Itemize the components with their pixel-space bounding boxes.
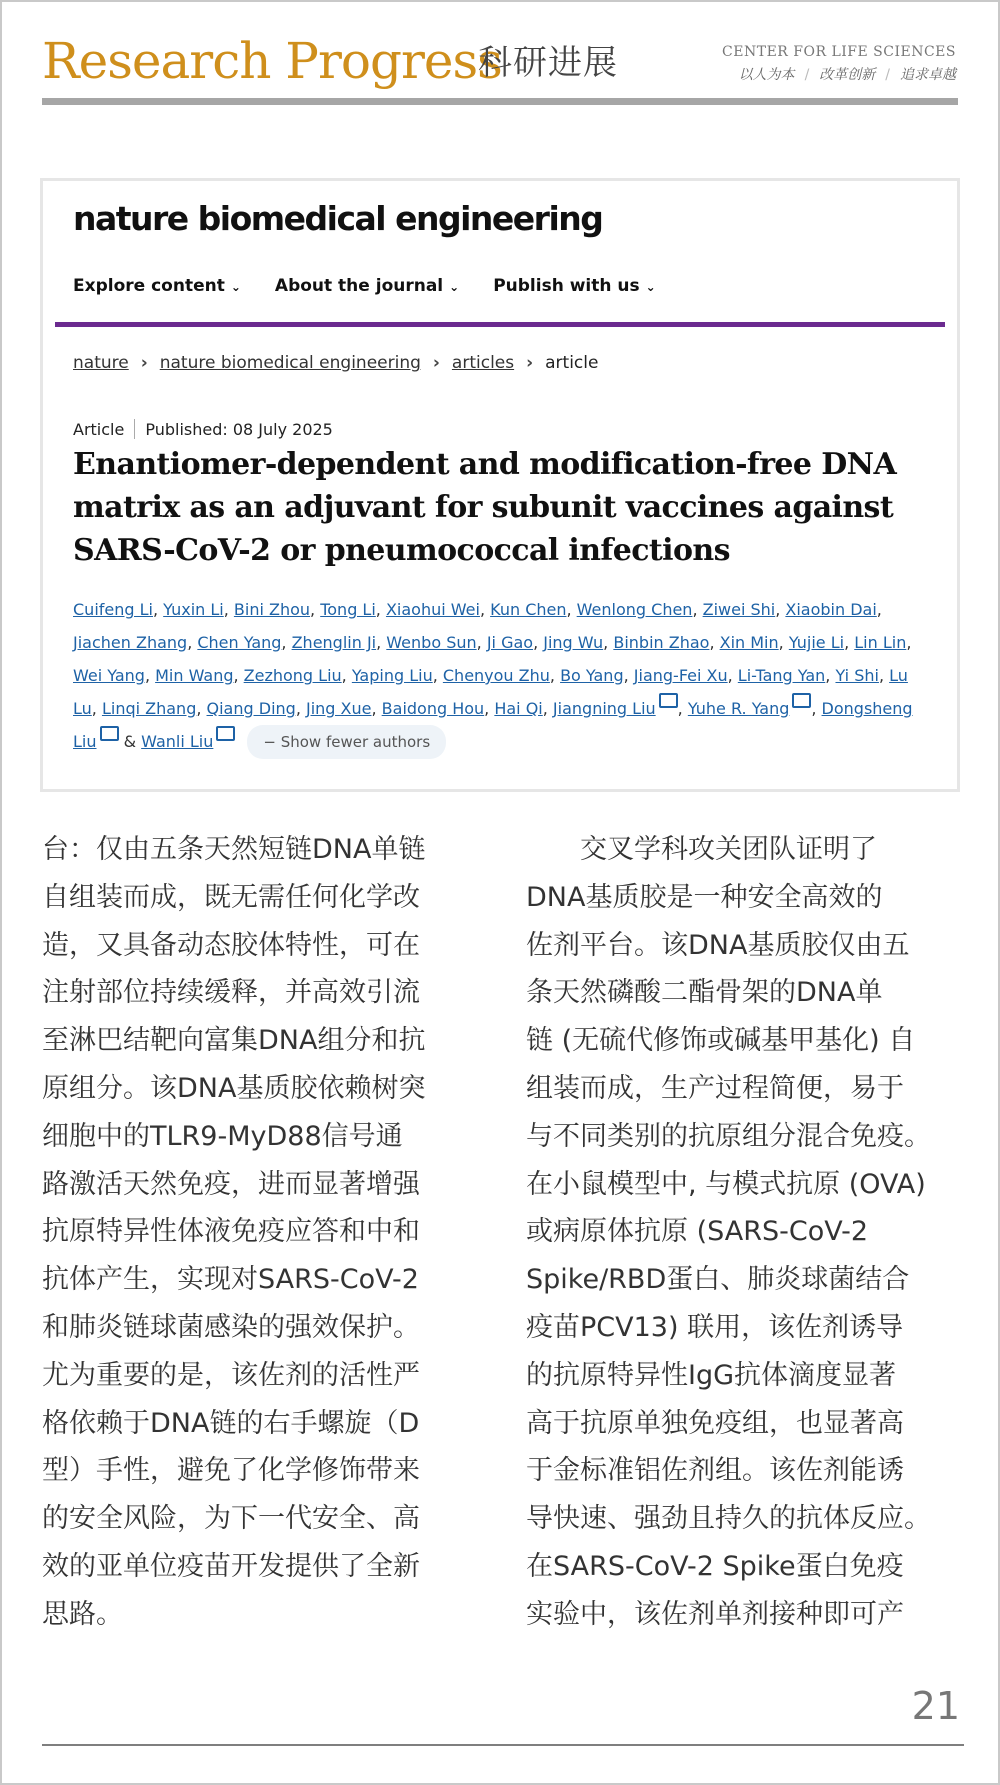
- motto-3: 追求卓越: [900, 67, 956, 83]
- author-separator: ,: [844, 633, 855, 652]
- author-link[interactable]: Yaping Liu: [351, 666, 433, 685]
- author-separator: ,: [566, 600, 577, 619]
- author-separator: ,: [223, 600, 234, 619]
- breadcrumb-articles[interactable]: articles: [451, 353, 515, 373]
- nav-publish-with-us[interactable]: [493, 276, 656, 296]
- author-separator: ,: [549, 666, 561, 685]
- author-link[interactable]: Zezhong Liu: [243, 666, 342, 685]
- author-separator: ,: [811, 699, 822, 718]
- mottos: [739, 64, 956, 84]
- author-separator: ,: [533, 633, 544, 652]
- author-list: [73, 593, 923, 759]
- author-separator: ,: [484, 699, 495, 718]
- body-line: Spike/RBD蛋白、肺炎球菌结合: [526, 1264, 910, 1296]
- author-separator: ,: [371, 699, 382, 718]
- author-separator: ,: [187, 633, 198, 652]
- author-link[interactable]: Yuhe R. Yang: [687, 699, 790, 718]
- section-title-cn: 科研进展: [478, 43, 618, 83]
- author-link[interactable]: Yi Shi: [835, 666, 879, 685]
- breadcrumb-nature[interactable]: nature: [73, 353, 129, 373]
- author-link[interactable]: Wei Yang: [73, 666, 145, 685]
- article-meta: [73, 419, 333, 439]
- author-link[interactable]: Kun Chen: [490, 600, 567, 619]
- body-line: 抗原特异性体液免疫应答和中和: [42, 1216, 420, 1248]
- chevron-right-icon: ›: [432, 353, 440, 373]
- author-link[interactable]: Bini Zhou: [233, 600, 311, 619]
- author-link[interactable]: Linqi Zhang: [101, 699, 197, 718]
- footer-rule: [42, 1744, 964, 1746]
- author-link[interactable]: Jing Wu: [543, 633, 604, 652]
- author-separator: ,: [878, 666, 890, 685]
- chevron-down-icon: ⌄: [230, 280, 241, 294]
- body-line: 在SARS-CoV-2 Spike蛋白免疫: [526, 1550, 904, 1582]
- author-separator: ,: [310, 600, 321, 619]
- author-separator: ,: [623, 666, 634, 685]
- article-title: Enantiomer-dependent and modification-free DNA matrix as an adjuvant for subunit vaccines against SARS-CoV-2 or pneumococcal infections: [73, 447, 897, 568]
- nav-label: Publish with us: [493, 276, 640, 296]
- author-separator: ,: [376, 633, 387, 652]
- chevron-down-icon: ⌄: [449, 280, 460, 294]
- author-separator: ,: [196, 699, 207, 718]
- chevron-right-icon: ›: [526, 353, 534, 373]
- page-number: 21: [911, 1684, 960, 1728]
- body-line: 效的亚单位疫苗开发提供了全新: [42, 1550, 420, 1582]
- body-column-right: [526, 826, 960, 1639]
- journal-name[interactable]: nature biomedical engineering: [73, 199, 603, 238]
- author-separator: ,: [375, 600, 386, 619]
- nav-label: Explore content: [73, 276, 225, 296]
- body-line: 自组装而成，既无需任何化学改: [42, 881, 420, 913]
- author-separator: ,: [727, 666, 738, 685]
- author-separator: ,: [692, 600, 703, 619]
- body-line: 导快速、强劲且持久的抗体反应。: [526, 1503, 931, 1535]
- email-icon[interactable]: [792, 693, 811, 708]
- article-screenshot: [40, 178, 960, 792]
- breadcrumb-current: article: [545, 353, 599, 373]
- motto-separator: /: [804, 67, 810, 83]
- body-line: 注射部位持续缓释，并高效引流: [42, 977, 420, 1009]
- motto-separator: /: [885, 67, 890, 83]
- body-line: 佐剂平台。该DNA基质胶仅由五: [526, 929, 910, 961]
- body-line: 在小鼠模型中, 与模式抗原 (OVA): [526, 1168, 926, 1200]
- show-fewer-authors-button[interactable]: [247, 725, 446, 759]
- author-link[interactable]: Dongsheng Liu: [73, 699, 913, 751]
- body-line: 细胞中的TLR9-MyD88信号通: [42, 1120, 403, 1152]
- body-line: 原组分。该DNA基质胶依赖树突: [42, 1072, 426, 1104]
- author-link[interactable]: Chenyou Zhu: [442, 666, 550, 685]
- author-link[interactable]: Hai Qi: [494, 699, 543, 718]
- author-link[interactable]: Yuxin Li: [163, 600, 224, 619]
- breadcrumb-journal[interactable]: nature biomedical engineering: [159, 353, 421, 373]
- email-icon[interactable]: [100, 726, 119, 741]
- author-separator: ,: [603, 633, 614, 652]
- article-type: Article: [73, 419, 125, 439]
- author-link[interactable]: Jing Xue: [305, 699, 372, 718]
- body-line: 台：仅由五条天然短链DNA单链: [42, 834, 426, 865]
- email-icon[interactable]: [659, 693, 678, 708]
- body-line: 或病原体抗原 (SARS-CoV-2: [526, 1216, 869, 1248]
- author-link[interactable]: Wenbo Sun: [386, 633, 477, 652]
- publish-date: Published: 08 July 2025: [145, 419, 333, 439]
- author-link[interactable]: Wanli Liu: [141, 732, 214, 751]
- author-link[interactable]: Ziwei Shi: [702, 600, 776, 619]
- author-link[interactable]: Jiangning Liu: [552, 699, 656, 718]
- header-rule: [42, 98, 958, 105]
- body-column-left: [42, 826, 476, 1639]
- author-separator: ,: [778, 633, 789, 652]
- author-link[interactable]: Wenlong Chen: [576, 600, 693, 619]
- meta-divider: [134, 419, 135, 439]
- show-fewer-label: Show fewer authors: [280, 733, 431, 751]
- author-separator: ,: [825, 666, 836, 685]
- author-ampersand: &: [118, 732, 142, 751]
- author-link[interactable]: Jiang-Fei Xu: [633, 666, 728, 685]
- author-separator: ,: [709, 633, 720, 652]
- body-line: DNA基质胶是一种安全高效的: [526, 881, 883, 913]
- author-separator: ,: [152, 600, 164, 619]
- center-name: CENTER FOR LIFE SCIENCES: [722, 44, 956, 60]
- author-separator: ,: [144, 666, 156, 685]
- body-line: 抗体产生，实现对SARS-CoV-2: [42, 1264, 419, 1296]
- body-line: 的抗原特异性IgG抗体滴度显著: [526, 1359, 897, 1391]
- nav-label: About the journal: [274, 276, 444, 296]
- author-link[interactable]: Xin Min: [719, 633, 779, 652]
- author-separator: ,: [876, 600, 882, 619]
- author-separator: ,: [542, 699, 553, 718]
- body-line: 路激活天然免疫，进而显著增强: [42, 1168, 420, 1200]
- body-line: 至淋巴结靶向富集DNA组分和抗: [42, 1025, 426, 1057]
- author-link[interactable]: Yujie Li: [788, 633, 845, 652]
- body-line: 造，又具备动态胶体特性，可在: [42, 929, 420, 961]
- author-separator: ,: [476, 633, 487, 652]
- author-separator: ,: [432, 666, 443, 685]
- body-line: 型）手性，避免了化学修饰带来: [42, 1455, 420, 1487]
- body-line: 链 (无硫代修饰或碱基甲基化) 自: [526, 1025, 916, 1057]
- nav-divider: [55, 322, 945, 327]
- body-line: 实验中，该佐剂单剂接种即可产: [526, 1598, 904, 1630]
- author-separator: ,: [677, 699, 688, 718]
- author-link[interactable]: Binbin Zhao: [613, 633, 710, 652]
- section-title-en: Research Progress: [42, 32, 502, 90]
- body-line: 于金标准铝佐剂组。该佐剂能诱: [526, 1455, 904, 1487]
- author-link[interactable]: Xiaohui Wei: [385, 600, 480, 619]
- author-separator: ,: [91, 699, 102, 718]
- author-link[interactable]: Xiaobin Dai: [785, 600, 877, 619]
- body-line: 疫苗PCV13) 联用，该佐剂诱导: [526, 1311, 904, 1343]
- author-link[interactable]: Lin Lin: [854, 633, 907, 652]
- journal-nav: [73, 276, 656, 296]
- author-separator: ,: [906, 633, 912, 652]
- body-line: 高于抗原单独免疫组，也显著高: [526, 1407, 904, 1439]
- author-separator: ,: [295, 699, 306, 718]
- body-line: 和肺炎链球菌感染的强效保护。: [42, 1311, 420, 1343]
- body-line: 格依赖于DNA链的右手螺旋（D: [42, 1407, 420, 1439]
- author-link[interactable]: Jiachen Zhang: [73, 633, 188, 652]
- motto-2: 改革创新: [819, 67, 876, 83]
- breadcrumb: [73, 353, 598, 373]
- author-link[interactable]: Cuifeng Li: [73, 600, 153, 619]
- author-link[interactable]: Tong Li: [320, 600, 376, 619]
- body-line: 的安全风险，为下一代安全、高: [42, 1503, 420, 1535]
- author-link[interactable]: Min Wang: [155, 666, 234, 685]
- motto-1: 以人为本: [738, 67, 795, 83]
- author-separator: ,: [233, 666, 244, 685]
- email-icon[interactable]: [216, 726, 235, 741]
- author-separator: ,: [341, 666, 352, 685]
- nav-about-journal[interactable]: [275, 276, 459, 296]
- body-line: 与不同类别的抗原组分混合免疫。: [526, 1120, 931, 1152]
- chevron-right-icon: ›: [140, 353, 148, 373]
- author-link[interactable]: Lu Lu: [73, 666, 908, 718]
- body-line: 尤为重要的是，该佐剂的活性严: [42, 1359, 420, 1391]
- author-separator: ,: [479, 600, 491, 619]
- body-line: 思路。: [42, 1598, 123, 1630]
- body-line: 组装而成，生产过程简便，易于: [526, 1072, 904, 1104]
- body-line: 条天然磷酸二酯骨架的DNA单: [526, 977, 883, 1009]
- author-link[interactable]: Bo Yang: [560, 666, 624, 685]
- author-link[interactable]: Li-Tang Yan: [737, 666, 826, 685]
- author-link[interactable]: Baidong Hou: [381, 699, 485, 718]
- body-line: 交叉学科攻关团队证明了: [526, 834, 877, 865]
- author-link[interactable]: Chen Yang: [197, 633, 282, 652]
- chevron-down-icon: ⌄: [645, 280, 656, 294]
- author-link[interactable]: Ji Gao: [486, 633, 534, 652]
- minus-icon: −: [263, 733, 281, 751]
- author-separator: ,: [775, 600, 786, 619]
- author-link[interactable]: Zhenglin Ji: [291, 633, 377, 652]
- nav-explore-content[interactable]: [73, 276, 241, 296]
- author-separator: ,: [281, 633, 292, 652]
- author-link[interactable]: Qiang Ding: [206, 699, 296, 718]
